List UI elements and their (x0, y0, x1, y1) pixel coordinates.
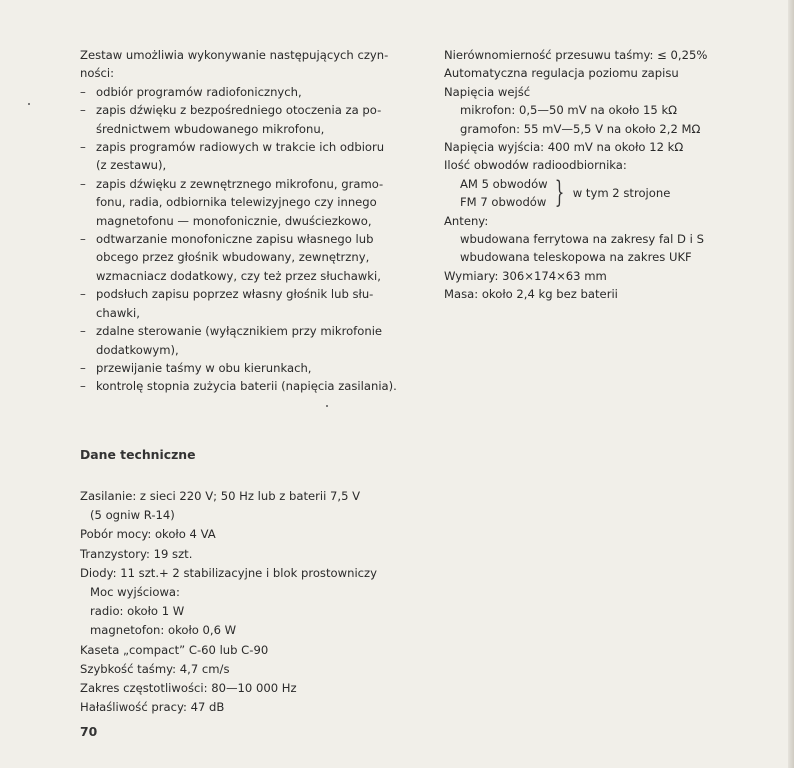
am-circuits: AM 5 obwodów (460, 176, 548, 191)
list-item-text (96, 377, 420, 395)
section-heading: Dane techniczne (80, 447, 196, 462)
list-item (80, 285, 420, 322)
list-item-text (96, 322, 420, 359)
dash-bullet: – (80, 176, 86, 191)
spec-line: Kaseta „compact” C-60 lub C-90 (80, 642, 269, 657)
circuit-brace-group (444, 175, 764, 212)
list-item-line: fonu, radia, odbiornika telewizyjnego czy innego (96, 195, 377, 210)
spec-line: Pobór mocy: około 4 VA (80, 527, 216, 542)
spec-line: gramofon: 55 mV—5,5 V na około 2,2 MΩ (460, 121, 701, 136)
spec-line: Moc wyjściowa: (90, 585, 180, 600)
list-item (80, 83, 420, 101)
dash-bullet: – (80, 103, 86, 118)
list-item (80, 377, 420, 395)
list-item-line: magnetofonu — monofonicznie, dwuściezkowo, (96, 213, 372, 228)
list-item (80, 359, 420, 377)
list-item (80, 101, 420, 138)
dash-bullet: – (80, 140, 86, 155)
specs-list (80, 487, 440, 717)
list-item-line: średnictwem wbudowanego mikrofonu, (96, 121, 325, 136)
spec-line: Szybkość taśmy: 4,7 cm/s (80, 661, 230, 676)
list-item-text (96, 175, 420, 230)
spec-line: (5 ogniw R-14) (90, 508, 175, 523)
spec-line: Automatyczna regulacja poziomu zapisu (444, 66, 679, 81)
spec-line: Anteny: (444, 213, 489, 228)
spec-line: Napięcia wejść (444, 84, 531, 99)
spec-line: Wymiary: 306×174×63 mm (444, 268, 607, 283)
list-item-line: zdalne sterowanie (wyłącznikiem przy mikrofonie (96, 324, 383, 339)
spec-line: radio: około 1 W (90, 604, 185, 619)
curly-brace-icon: } (554, 175, 564, 211)
dash-bullet: – (80, 232, 86, 247)
page-edge (788, 0, 794, 768)
list-item-line: (z zestawu), (96, 158, 167, 173)
intro-line-2: ności: (80, 66, 114, 81)
paper-speck (28, 103, 30, 105)
spec-line: Zasilanie: z sieci 220 V; 50 Hz lub z baterii 7,5 V (80, 489, 361, 503)
list-item-line: wzmacniacz dodatkowy, czy też przez słuchawki, (96, 268, 381, 283)
dash-bullet: – (80, 84, 86, 99)
circuit-list (460, 175, 548, 212)
list-item-line: odbiór programów radiofonicznych, (96, 84, 302, 99)
spec-line: Ilość obwodów radioodbiornika: (444, 158, 627, 173)
list-item (80, 175, 420, 230)
list-item-line: zapis dźwięku z bezpośredniego otoczenia za po- (96, 103, 382, 118)
page-number: 70 (80, 724, 98, 739)
spec-line: Zakres częstotliwości: 80—10 000 Hz (80, 681, 297, 696)
spec-line: Napięcia wyjścia: 400 mV na około 12 kΩ (444, 140, 684, 155)
list-item (80, 138, 420, 175)
list-item-text (96, 230, 420, 285)
spec-line: Nierównomierność przesuwu taśmy: ≤ 0,25% (444, 48, 708, 62)
list-item-text (96, 285, 420, 322)
dash-bullet: – (80, 360, 86, 375)
list-item-line: obcego przez głośnik wbudowany, zewnętrzny, (96, 250, 370, 265)
brace-note: w tym 2 strojone (572, 186, 671, 201)
spec-line: Diody: 11 szt.+ 2 stabilizacyjne i blok prostowniczy (80, 565, 377, 580)
dash-bullet: – (80, 379, 86, 394)
list-item-line: podsłuch zapisu poprzez własny głośnik lub słu- (96, 287, 374, 302)
list-item-text (96, 101, 420, 138)
list-item-line: dodatkowym), (96, 342, 179, 357)
list-item-line: chawki, (96, 305, 140, 320)
specs-right-column (444, 46, 764, 304)
dash-bullet: – (80, 287, 86, 302)
list-item-line: przewijanie taśmy w obu kierunkach, (96, 360, 312, 375)
list-item-text (96, 359, 420, 377)
fm-circuits: FM 7 obwodów (460, 195, 547, 210)
list-item-line: zapis dźwięku z zewnętrznego mikrofonu, gramo- (96, 176, 384, 191)
spec-line: wbudowana teleskopowa na zakres UKF (460, 250, 692, 265)
spec-line: Masa: około 2,4 kg bez baterii (444, 287, 618, 302)
list-item (80, 322, 420, 359)
spec-line: Tranzystory: 19 szt. (80, 546, 193, 561)
spec-line: wbudowana ferrytowa na zakresy fal D i S (460, 232, 704, 247)
paper-speck (326, 405, 328, 407)
capabilities-column (80, 46, 420, 396)
intro-line-1: Zestaw umożliwia wykonywanie następujących czyn- (80, 48, 389, 62)
spec-line: Hałaśliwość pracy: 47 dB (80, 700, 225, 715)
dash-bullet: – (80, 324, 86, 339)
list-item-line: kontrolę stopnia zużycia baterii (napięcia zasilania). (96, 379, 397, 394)
list-item-text (96, 138, 420, 175)
spec-line: magnetofon: około 0,6 W (90, 623, 237, 638)
list-item-line: zapis programów radiowych w trakcie ich odbioru (96, 140, 385, 155)
list-item-line: odtwarzanie monofoniczne zapisu własnego lub (96, 232, 374, 247)
capabilities-list (80, 83, 420, 396)
list-item-text (96, 83, 420, 101)
spec-line: mikrofon: 0,5—50 mV na około 15 kΩ (460, 103, 678, 118)
list-item (80, 230, 420, 285)
